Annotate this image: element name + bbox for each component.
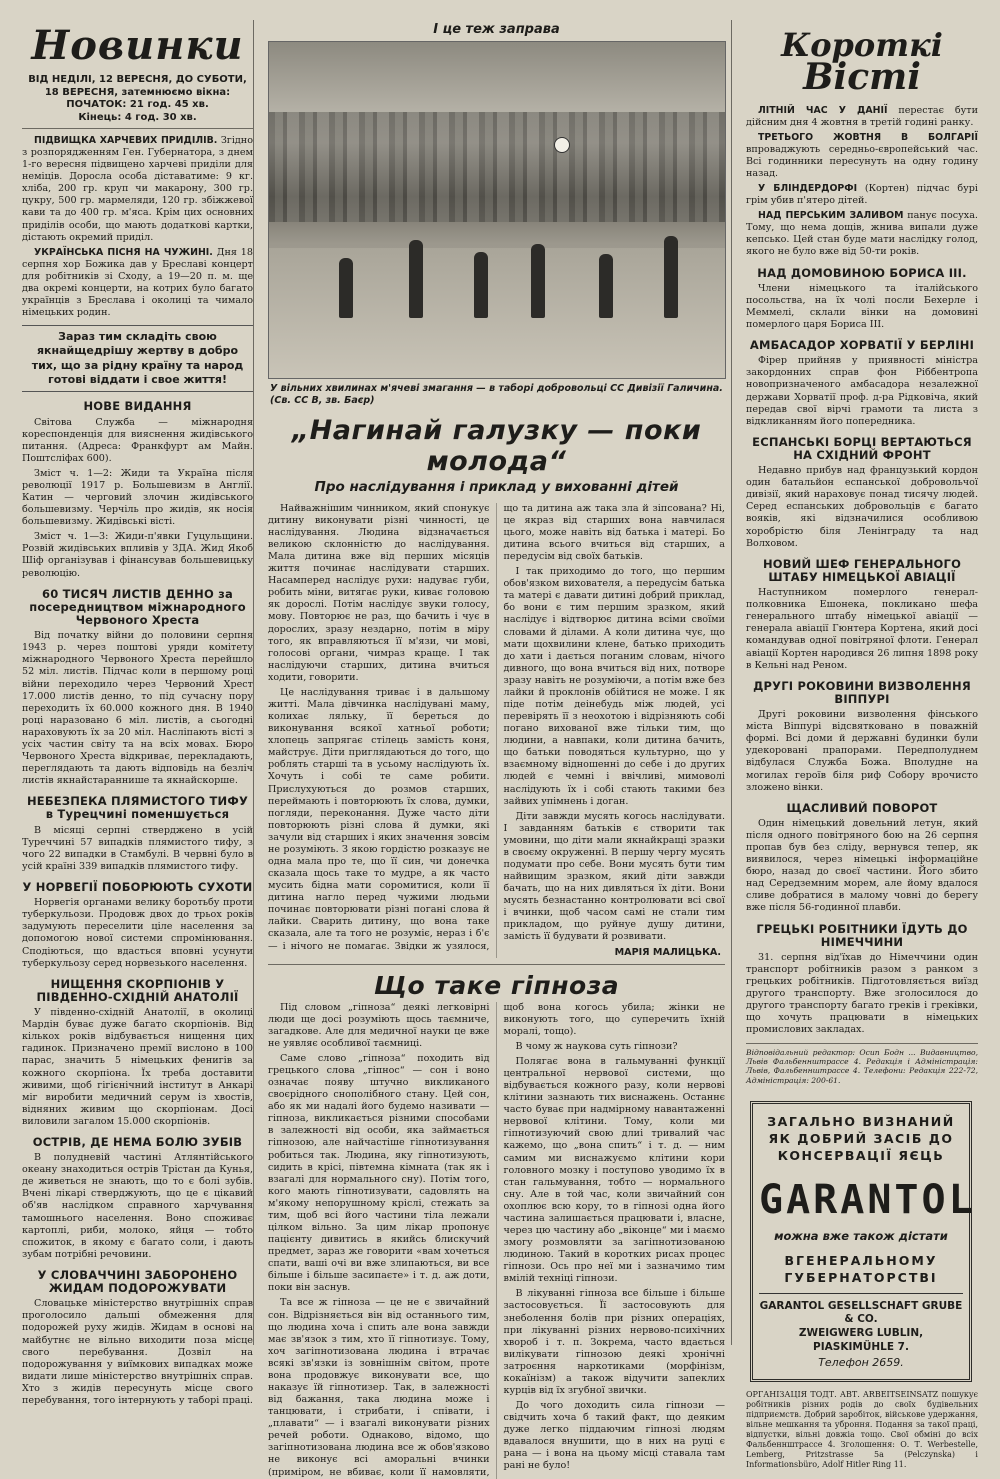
scorpions-title: НИЩЕННЯ СКОРПІОНІВ У ПІВДЕННО-СХІДНІЙ АНАТОЛІЇ [36,976,239,1004]
article-divider [268,964,725,965]
greek-title: ГРЕЦЬКІ РОБІТНИКИ ЇДУТЬ ДО НІМЕЧЧИНИ [756,921,968,949]
ad-availability: можна вже також дістати [774,1229,948,1244]
article1-subtitle: Про наслідування і приклад у вихованні дітей [314,478,679,495]
short-news-masthead [746,26,978,99]
article2-paragraph: Саме слово „гіпноза“ походить від грецького слова „гіпнос“ — сон і воно означає появу штучно викликаного своєрідного снополібного стану. Цей сон, або як ми надалі його будемо називати — гіпноза, викликається різними способами в залежності від особи, яка займається гіпнозою, але найчастіше гіпнотизування робиться так. Людина, яку гіпнотизують, сидить в крісі, півтемна кімната (так як і взагалі для нормального сну). Потім того, кого мають гіпнотизувати, садовлять на м'якому непорушному кріслі, стежать за тим, щоб всі його частини тіла лежали цілком вільно. За цим лікар пропонує пацієнту дивитись в якийсь блискучий предмет, зараз же говорити «вам хочеться спати, ваші очі ви вже злипаються, ви все більше і більше засипаєте» і т. д. аж доти, поки він заснув. [268,1052,490,1294]
schedule-line: 18 ВЕРЕСНЯ, затемнюємо вікна: [44,86,231,98]
article2-paragraph: До чого доходить сила гіпнози — свідчить хоча б такий факт, що деяким дуже легко піддаючим гіпнозі людям вдавалося внушити, що в них на руці є рана — і вона на цьому місці ставала там рані не було! [503,1400,725,1472]
photo-treeline [269,112,725,222]
slovakia-title: У СЛОВАЧЧИНІ ЗАБОРОНЕНО ЖИДАМ ПОДОРОЖУВАТИ [37,1267,238,1296]
player-figure [599,254,613,318]
croatia-text: Фірер прийняв у приявності міністра закордонних справ фон Ріббентропа новопризначеного амбасадора незалежної держави Хорватії проф. д-ра Рідковіча, який передав свої вірчі грамоти та листа з відкликанням його попередника. [746,355,978,427]
schedule-line: ПОЧАТОК: 21 год. 45 хв. [66,99,209,110]
blinder-item [746,183,978,207]
ad-headline [759,1114,963,1165]
ad-headline-line: КОНСЕРВАЦІЇ ЯЄЦЬ [777,1148,945,1164]
food-rations-lead: ПІДВИЩКА ХАРЧЕВИХ ПРИДІЛІВ. [34,135,218,146]
slovakia-text: Словацьке міністерство внутрішніх справ проголосило дальші обмеження для подорожей руху жидів. Жидам в основі на майбутнє не вільно виходити поза місце свого перебування. Дозвіл на подорожування у виїмкових випадках може видати лише міністерство внутрішніх справ. Хто з жидів пересунуть місце свого перебування, того інтернують у таборі праці. [22,1298,253,1406]
article1-body [268,503,725,958]
letters-title: 60 ТИСЯЧ ЛИСТІВ ДЕННО за посередництвом міжнародного Червоного Хреста [29,586,246,628]
player-figure [409,240,423,318]
vyipuri-title: ДРУГІ РОКОВИНИ ВИЗВОЛЕННЯ ВІППУРІ [753,678,971,706]
island-text: В полудневій частині Атлянтійського океану знаходиться острів Трістан да Кунья, де живеться не знають, що то є болі зубів. Вчені лікарі стверджують, що це є цікавий об'яв наслідком справного харчування тамошнього населення. Воно споживає картоплі, риби, молоко, яйця — тобто спожиток, в якому є багато соли, і дають зубам потрібні речовини. [22,1152,253,1260]
middle-column [262,20,732,1478]
right-column [740,20,978,1470]
norway-text: Норвегія органами велику боротьбу проти туберкульози. Продовж двох до трьох років задумують переселити ціле населення за допомогою нової системи спромінювання. Сподіються, що вдасться вповні усунути туберкульозу серед норвезького населення. [22,897,253,969]
typhus-text: В місяці серпні стверджено в усій Туреччині 57 випадків плямистого тифу, з чого 22 випадки в Стамбулі. В червні було в усій країні 339 випадків плямистого тифу. [22,824,253,872]
turn-title: ЩАСЛИВИЙ ПОВОРОТ [786,800,938,815]
ad-headline-line: ЯК ДОБРИЙ ЗАСІБ ДО [768,1131,954,1147]
photo-caption: У вільних хвилинах м'ячеві змагання — в таборі добровольці СС Дивізії Галичина. (Св. СС В, зв. Баєр) [270,383,723,406]
player-figure [474,252,488,318]
photo-header: І це теж заправа [433,22,560,37]
chief-title: НОВИЙ ШЕФ ГЕНЕРАЛЬНОГО ШТАБУ НІМЕЦЬКОЇ АВІАЦІЇ [762,556,962,584]
food-rations-item [22,135,253,244]
article2-paragraph: Полягає вона в гальмуванні функції центральної нервової системи, що відбувається кожного разу, коли нервові клітини зазнають тих виснажень. Останнє часто буває при надмірному навантаженні нервової клітини. Тому, коли ми гіпнотизуючий свою длиі тривалий час кажемо, що „вона спить“ і т. д. — ним самим ми виснажуємо клітини кори головного мозку і поступово уводимо їх в стан гальмування, тобто — нормального сну. Але в той час, коли звичайний сон охоплює всю кору, то в гіпнозі одна його частина залишається працювати і, власне, через цю частину або „віконце“ ми і маємо змогу розмовляти за загіпнотизованою людиною. Такий в коротких рисах процес гіпнози. Ось про неї ми і зазначимо тим вмілій техніці гіпнози. [503,1055,725,1285]
vyipuri-text: Другі роковини визволення фінського міста Віппурі відсвятковано в поважній формі. Всі доми й державні будинки були удекоровані прапорами. Передполуднем відбулася Служба Божа. Вполудне на могилах героїв біля риф Собору врочисто зложено вінки. [746,709,978,793]
player-figure [339,258,353,318]
scorpions-text: У південно-східній Анатолії, в околиці Мардін буває дуже багато скорпіонів. Від кількох років відбувається нищення цих гадинок. Призначено премії вислоно в 100 парас, значить 5 німецьких фенигів за кожного скорпіона. Їх треба доставити живими, щоб гігієнічний інститут в Анкарі міг виробити медичний серум із хвостів, відняних живим що скорпіонам. Досі виловили загалом 15.000 скорпіонів. [22,1007,253,1127]
norway-title: У НОРВЕГІЇ ПОБОРЮЮТЬ СУХОТИ [22,880,253,895]
article1-paragraph: І так приходимо до того, що першим обов'язком вихователя, а передусім батька та матері є давати дитині добрий приклад, бо вони є тим першим зразком, який наслідує і відтворює дитина всіми своїми словами й ділами. А коли дитина чує, що мати щохвилини клене, батько приходить до хати і дається поганим словам, нічого дивного, що вона вчиться від них, потворе зразу навіть не розуміючи, а потім вже без лайки й проклонів обійтися не може. І як піде потім деінебудь між людей, усі перевірять її з неохотою і відрізняють собі погано вихованої вже тільки тим, що людини, а навпаки, коли дитина бачить, що батьки поводяться культурно, що у взаємному відношенні до себе і до других людей є чемні і ввічливі, мимоволі наслідують їх і собі стають такими без зайвих упімнень і доган. [503,566,725,807]
ad-region-line: ГУБЕРНАТОРСТВІ [784,1269,938,1285]
masthead-line: Вісті [803,56,921,99]
ad-company-line: GARANTOL GESELLSCHAFT GRUBE & CO. [759,1299,963,1326]
editions-paragraph: Світова Служба — міжнародня кореспонденція для вияснення жидівського питання. (Адреса: Франкфурт ам Майн. Поштсліфах 600). [22,416,253,464]
ball-icon [554,137,570,153]
chief-text: Наступником померлого генерал-полковника Ешонека, покликано шефа генерального штабу німецької авіації — генерала авіації Гюнтера Кортена, який досі командував одної повітряної флоти. Генерал авіації Кортен народився 26 липня 1898 року в Кельні над Реном. [746,587,978,671]
article2-title: Що таке гіпноза [373,970,620,1000]
ad-company [759,1300,963,1355]
editions-paragraph: Зміст ч. 1—3: Жиди-п'явки Гуцульщини. Розвій жидівських впливів у ЗДА. Жид Якоб Шіф організував і фінансував большевицьку революцію. [22,531,253,579]
article2-paragraph: Під словом „гіпноза“ деякі легковірні люди ще досі розуміють щось таємниче, загадкове. Але для медичної науки це вже не уявляє особливої таємниці. [268,1001,490,1049]
song-text: Дня 18 серпня хор Божика дав у Бреславі концерт для робітників зі Сходу, а 19—20 п. м. ще два окремі концерти, на котрих було багато українців з Бреслава і околиці та чимало німецьких родин. [22,246,253,319]
ad-brand: GARANTOL [759,1177,976,1224]
persian-lead: НАД ПЕРСЬКИМ ЗАЛИВОМ [758,210,904,222]
blinder-text: (Кортен) підчас бурі грім убив п'ятеро дітей. [746,183,978,207]
bulgaria-lead: ТРЕТЬОГО ЖОВТНЯ В БОЛГАРІЇ [758,131,978,143]
article1-paragraph: Діти завжди мусять когось наслідувати. І завданням батьків є створити так умовини, що діти мали якнайкращі зразки в своєму окруженні. В першу чергу мусять подумати про себе. Вони мусять бути тим найвищим зразком, який діти завжди бачать, що на них дивляться їх діти. Вони мусять безнастанно контролювати всі свої і вчинки, щоб часом самі не стали тим прикладом, що руйнуе душу дитини, замість її будувати й розвивати. [503,810,725,943]
article2-paragraph: В лікуванні гіпноза все більше і більше застосовується. Її застосовують для знеболення болів при різних операціях, при лікуванні різних нервово-психічних хвороб і т. п. Зокрема, часто вдається вилікувати гіпнозою деякі хронічні затроєння наркотиками (морфінізм, кокаїнізм) а також відучити запеклих курців від їх згубної звички. [503,1288,725,1396]
player-figure [531,244,545,318]
boris-title: НАД ДОМОВИНОЮ БОРИСА ІІІ. [757,265,967,280]
football-photo [268,41,726,379]
player-figure [664,236,678,318]
article1-author: МАРІЯ МАЛИЦЬКА. [614,946,721,958]
photo-field [269,248,725,378]
article2-paragraph: Та все ж гіпноза — це не є звичайний сон. Відрізняється він від останнього тим, що людина хоча і спить але вона завжди має зв'язок з тим, хто її гіпнотизує. Тому, хоч загіпнотизована людина і втрачає всякі зв'язки із зовнішнім світом, проте вона продовжує виконувати все, що наказує їй гіпнотизер. Так, в залежності від бажання, така людина може і танцювати, і стрибати, і співати, і „плавати“ — і взагалі виконувати різних речей роботи. Однаково, відомо, що загіпнотизована людина все ж обов'язково не виконує всі аморальні вчинки (приміром, не вбиває, коли її намовляти, щоб вона когось убила; жінки не виконують того, що суперечить їхній моралі, тощо). [268,1001,725,1478]
article2-body [268,1002,725,1479]
masthead-line: Короткі [781,26,943,64]
editorial-imprint: Відповідальний редактор: Осип Бодн ... Видавництво, Львів Фальбеннштрассе 4. Редакція і Адміністрація: Львів, Фальбеннштрассе 4. Телефони: Редакція 222-72, Адміністрація: 200-61. [746,1043,978,1086]
garantol-advertisement [750,1101,976,1382]
ad-phone: Телефон 2659. [818,1356,904,1370]
dst-item [746,105,978,129]
article1-paragraph: Це наслідування триває і в дальшому житті. Мала дівчинка наслідувані маму, колихає ляльку, її береться до виконування всякої хатньої роботи; хлопець запрягає стілець замість коня, майструє. Діти приглядаються до того, що роблять старші та в усьому наслідують їх. Хочуть і собі те саме робити. Прислухуються до розмов старших, переймають і повторюють їх слова, думки, погляди, переконання. Дуже часто діти повторюють різні слова й думки, які зачули від старших і яких значення зовсім не розуміють. З якою гордістю розказує не одна мала про те, що її син, чи донечка сказала щось таке то мудре, а як часто мусить бідна мати соромитися, коли її дитина нагло перед чужими людьми починає повторювати різні погані слова й лайки. Сварить дитину, що вона таке сказала, але та того не розуміє, нераз і б'є — і нічого не помагає. Звідки ж узялося, що та дитина аж така зла й зіпсована? Ні, це якраз від старших вона навчилася цього, може навіть від батька і матері. Бо дитина всього вчиться від старших, а передусім від своїх батьків. [268,502,725,952]
greek-text: 31. серпня від'їхав до Німеччини один транспорт робітників разом з ранком з грецьких робітників. Підготовляється виїзд другого транспорту. Вже зголосилося до другого транспорту багато греків і греківки, що хочуть працювати в німецьких промислових закладах. [746,951,978,1036]
schedule-line: ВІД НЕДІЛІ, 12 ВЕРЕСНЯ, ДО СУБОТИ, [28,74,247,85]
novynky-masthead: Новинки [31,22,244,69]
spain-text: Недавно прибув над французький кордон один батальйон еспанської добровольчої дивізії, який нараховує понад тисячу людей. Серед еспанських добровольців є багато вояків, які відзначилися особливою хоробрістю біля Ленінграду та над Волховом. [746,465,978,549]
typhus-title: НЕБЕЗПЕКА ПЛЯМИСТОГО ТИФУ в Турецчині поменшується [26,794,249,822]
blackout-schedule [22,74,253,129]
editions-paragraph: Зміст ч. 1—2: Жиди та Україна після революції 1917 р. Большевизм в Англії. Катин — черговий злочин жидівського большевизму. Черчіль про жидів, як носія большевизму. Жидівські вісті. [22,467,253,528]
editions-title: НОВЕ ВИДАННЯ [83,399,192,414]
turn-text: Один німецький довельний летун, який після одного повітряного бою на 26 серпня пропав був без сліду, вернувся тепер, як виявилося, через німецькі інформаційне бюро, назад до своєї частини. Його збито над Середземним морем, але йому вдалося сливе добратися в малому човні до берегу вже після 56-годинної плавби. [746,817,978,914]
ad-headline-line: ЗАГАЛЬНО ВИЗНАНИЙ [767,1114,955,1130]
schedule-line: Кінець: 4 год. 30 хв. [78,111,197,123]
food-rations-text: Згідно з розпорядженням Ген. Губернатора, з днем 1-го вересня підвищено харчеві приділи для неміців. Доросла особа діставатиме: 9 кг. хліба, 200 гр. круп чи макарону, 300 гр. цукру, 500 гр. мармеляди, 120 гр. збіжжевої кави та до 400 гр. м'яса. Крім цих основних приділів особи, що мають додаткові картки, дістають окремий приділ. [22,135,253,243]
todt-notice: ОРГАНІЗАЦІЯ ТОДТ. АВТ. ARBEITSEINSATZ пошукує робітників різних родів до своїх будівельних підприємств. Добрий заробіток, військове удержання, вільне мешкання та уброння. Подання за такої праці, відпустки, вільні довжіа тощо. Свої обміні до всіх Фальбеннштрассе 4. Зголошення: О. Т. Werbestelle, Lemberg, Pritzstrasse 5а (Pelczynska) і Informationsbüro, Adolf Hitler Ring 11. [746,1390,978,1470]
article2-paragraph: В чому ж наукова суть гіпнози? [515,1040,678,1052]
article1-paragraph: Найважнішим чинником, який спонукує дитину виконувати різні чинності, це наслідування. Людина відзначається великою склонністю до наслідування. Мала дитина вже від перших місяців життя починає наслідувати старших. Насамперед наслідує рухи: надуває губи, робить міни, витягає руки, киває головою як дорослі. Потім наслідує звуки голосу, мову. Повторює не раз, що бачить і чує в дорослих, зразу нездарно, потім в міру того, як вправляються її м'язи, чи мові, голосові органи, чимраз краще. І так наслідуючи старших, дитина вчиться ходити, говорити. [268,502,490,683]
persian-text: панує посуха. Тому, що нема дощів, жнива випали дуже кепсько. Цей стан буде мати наслідку голод, якого не було вже від 50-ти років. [746,210,978,258]
letters-text: Від початку війни до половини серпня 1943 р. через поштові уряди комітету міжнародного Червоного Хреста перейшло 52 міл. листів. Підчас коли в першому році війни переходило через Червоний Хрест 17.000 листів денно, то під сучасну пору переходить їх 60.000 кожного дня. В 1940 році наразовано 6 міл. листів, а сьогодні нараховують їх за 20 міл. Насліпають вісті з усіх частин світу та на всіх мовах. Бюро Червоного Хреста відкриває, перекладають, переглядають та дають відповідь на безліч листів якнайстараннише та якнайскорше. [22,630,253,787]
song-item [22,247,253,319]
left-column [22,20,254,1406]
bulgaria-item [746,132,978,180]
ad-company-line: ZWEIGWERG LUBLIN, PIASKIMÜHLE 7. [798,1327,924,1353]
dst-text: перестає бути дійсним дня 4 жовтня в третій годині ранку. [746,104,978,128]
article1-title: „Нагинай галузку — поки молода“ [291,414,702,477]
boris-text: Члени німецького та італійського посольства, на їх чолі посли Бехерле і Меммелі, склали вінки на домовині померлого царя Бориса ІІІ. [746,282,978,330]
ad-region-line: ВГЕНЕРАЛЬНОМУ [784,1253,938,1269]
song-lead: УКРАЇНСЬКА ПІСНЯ НА ЧУЖИНІ. [34,246,213,258]
spain-title: ЕСПАНСЬКІ БОРЦІ ВЕРТАЮТЬСЯ НА СХІДНИЙ ФРОНТ [752,434,972,462]
island-title: ОСТРІВ, ДЕ НЕМА БОЛЮ ЗУБІВ [32,1134,243,1149]
appeal-box: Зараз тим складіть свою якнайщедрішу жертву в добро тих, що за рідну країну та народ готові віддати і свое життя! [22,325,253,392]
blinder-lead: У БЛІНДЕРДОРФІ [758,183,858,195]
ad-region [759,1253,963,1294]
bulgaria-text: впроваджують середньо-європейський час. Всі годинники пересунуть на одну годину назад. [746,143,978,179]
dst-lead: ЛІТНІЙ ЧАС У ДАНІЇ [758,104,888,116]
persian-item [746,210,978,258]
croatia-title: АМБАСАДОР ХОРВАТІЇ У БЕРЛІНІ [749,338,975,353]
